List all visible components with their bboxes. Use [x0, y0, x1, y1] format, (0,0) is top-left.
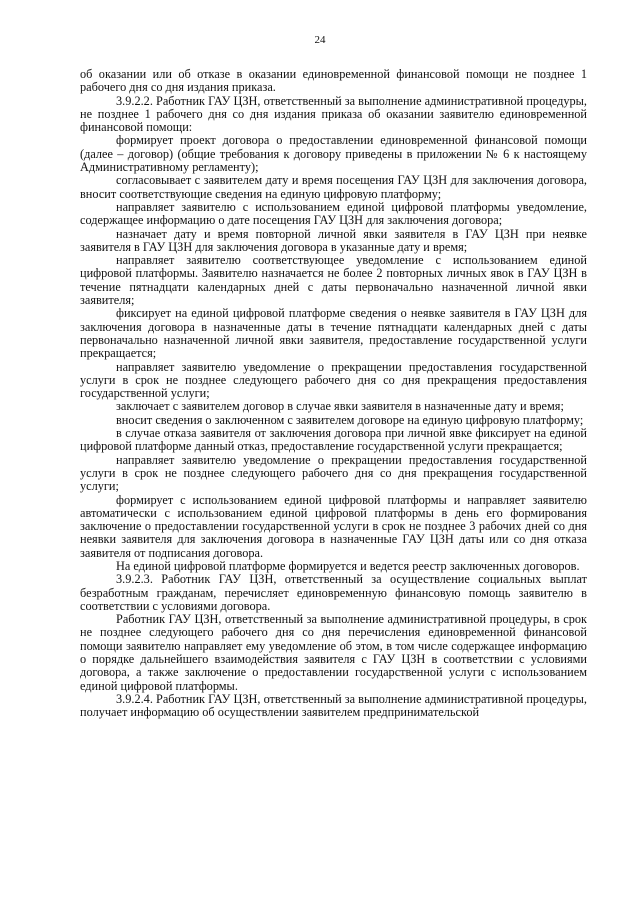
paragraph-forms-draft-contract: формирует проект договора о предоставлении единовременной финансовой помощи (далее – договор) (общие требования к договору приведены в приложении № 6 к настоящему Административному регламенту);: [80, 133, 587, 175]
paragraph-records-no-show: фиксирует на единой цифровой платформе сведения о неявке заявителя в ГАУ ЦЗН для заключения договора в назначенные даты в течение пятнадцати календарных дней с даты первоначально назначенной личной явки заявителя, предоставление государственной услуги прекращается;: [80, 306, 587, 361]
paragraph-sends-notice: направляет заявителю с использованием единой цифровой платформы уведомление, содержащее информацию о дате посещения ГАУ ЦЗН для заключения договора;: [80, 199, 587, 228]
paragraph-agrees-date: согласовывает с заявителем дату и время посещения ГАУ ЦЗН для заключения договора, вносит соответствующие сведения на единую цифровую платформу;: [80, 173, 587, 201]
paragraph-3-9-2-4: 3.9.2.4. Работник ГАУ ЦЗН, ответственный за выполнение административной процедуры, получает информацию об осуществлении заявителем предпринимательской: [80, 691, 587, 720]
paragraph-payment-notice: Работник ГАУ ЦЗН, ответственный за выполнение административной процедуры, в срок не позднее следующего рабочего дня со дня перечисления единовременной финансовой помощи заявителю направляет ему уведомление об этом, в том числе содержащее информацию о порядке дальнейшего взаимодействия заявителя с ГАУ ЦЗН в соответствии с условиями договора, а также заключение о предоставлении государственной услуги с использованием единой цифровой платформы.: [80, 612, 587, 693]
paragraph-3-9-2-2: 3.9.2.2. Работник ГАУ ЦЗН, ответственный за выполнение административной процедуры, не позднее 1 рабочего дня со дня издания приказа об оказании заявителю единовременной финансовой помощи:: [80, 93, 587, 135]
paragraph-termination-notice-2: направляет заявителю уведомление о прекращении предоставления государственной услуги в срок не позднее следующего рабочего дня со дня прекращения государственной услуги;: [80, 452, 587, 494]
paragraph-termination-notice: направляет заявителю уведомление о прекращении предоставления государственной услуги в срок не позднее следующего рабочего дня со дня прекращения предоставления государственной услуги;: [80, 359, 587, 401]
paragraph-concludes-contract: заключает с заявителем договор в случае явки заявителя в назначенные дату и время;: [116, 399, 564, 414]
document-body: [80, 68, 587, 720]
paragraph-forms-conclusion: формирует с использованием единой цифровой платформы и направляет заявителю автоматически с использованием единой цифровой платформы в день его формирования заключение о предоставлении государственной услуги в срок не позднее 3 рабочих дней со дня неявки заявителя для заключения договора в назначенные ГАУ ЦЗН даты или со дня отказа заявителя от подписания договора.: [80, 492, 587, 560]
paragraph-records-refusal: в случае отказа заявителя от заключения договора при личной явке фиксирует на единой цифровой платформе данный отказ, предоставление государственной услуги прекращается;: [80, 426, 587, 454]
paragraph-assigns-repeat-visit: назначает дату и время повторной личной явки заявителя в ГАУ ЦЗН при неявке заявителя в ГАУ ЦЗН для заключения договора в указанные дату и время;: [80, 226, 587, 254]
paragraph-continuation: об оказании или об отказе в оказании единовременной финансовой помощи не позднее 1 рабочего дня со дня издания приказа.: [80, 67, 587, 95]
paragraph-sends-notification: направляет заявителю соответствующее уведомление с использованием единой цифровой платформы. Заявителю назначается не более 2 повторных личных явок в ГАУ ЦЗН в течение пятнадцати календарных дней с даты первоначально назначенной личной явки заявителя;: [80, 253, 587, 308]
paragraph-enters-contract-info: вносит сведения о заключенном с заявителем договоре на единую цифровую платформу;: [116, 412, 584, 427]
paragraph-contract-registry: На единой цифровой платформе формируется и ведется реестр заключенных договоров.: [116, 558, 580, 573]
page-number: 24: [314, 34, 326, 46]
paragraph-3-9-2-3: 3.9.2.3. Работник ГАУ ЦЗН, ответственный за осуществление социальных выплат безработным гражданам, перечисляет единовременную финансовую помощь заявителю в соответствии с условиями договора.: [80, 572, 587, 613]
